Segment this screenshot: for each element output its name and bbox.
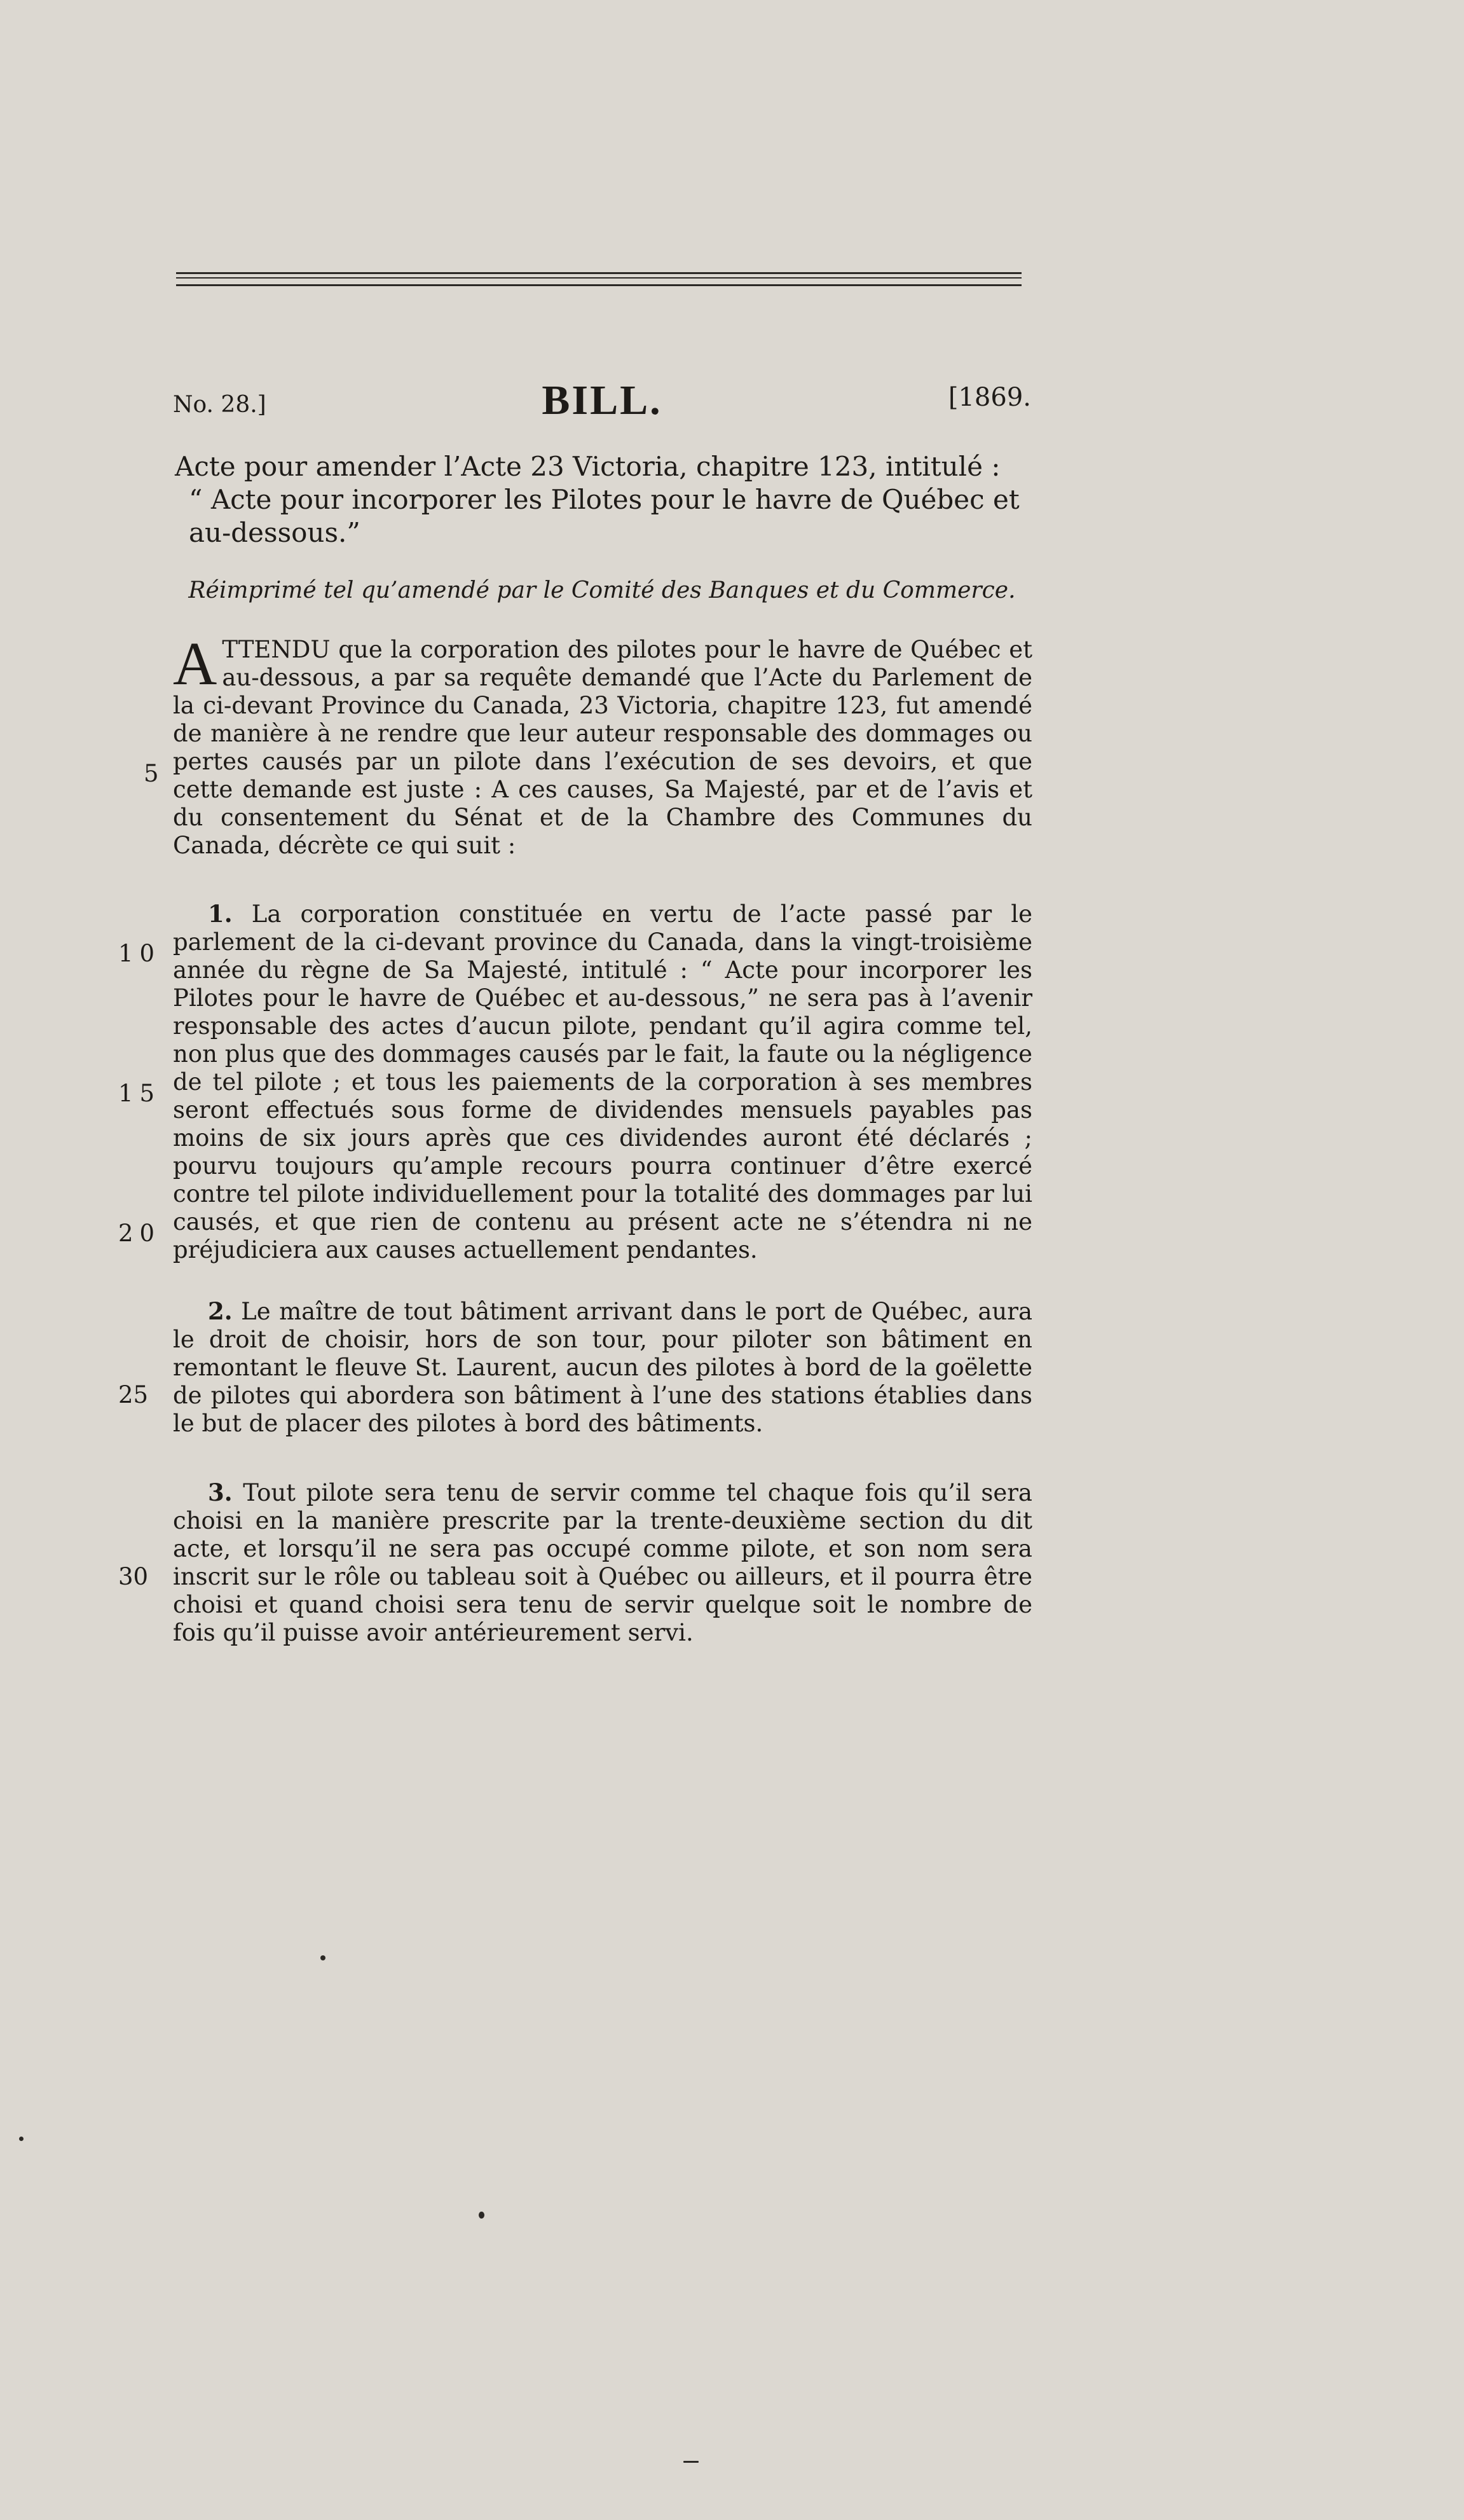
line-number-30: 30 bbox=[118, 1563, 149, 1590]
reprint-note: Réimprimé tel qu’amendé par le Comité des Banques et du Commerce. bbox=[188, 577, 1016, 603]
top-double-rule bbox=[176, 272, 1022, 286]
act-title-line-2: “ Acte pour incorporer les Pilotes pour le havre de Québec et au-dessous.” bbox=[189, 484, 1020, 548]
paper-speck bbox=[479, 2212, 484, 2219]
section-2 bbox=[173, 1297, 1032, 1438]
preamble-text: TTENDU que la corporation des pilotes pour le havre de Québec et au-dessous, a par sa requête demandé que l’Acte du Parlement de la ci-devant Province du Canada, 23 Victoria, chapitre 123, fut amendé de manière à ne rendre que leur auteur responsable des dommages ou pertes causés par un pilote dans l’exécution de ses devoirs, et que cette demande est juste : A ces causes, Sa Majesté, par et de l’avis et du consentement du Sénat et de la Chambre des Communes du Canada, décrète ce qui suit : bbox=[173, 636, 1032, 859]
section-3 bbox=[173, 1478, 1032, 1647]
paper-speck bbox=[683, 2461, 699, 2463]
section-3-number: 3. bbox=[208, 1478, 233, 1506]
bill-title: BILL. bbox=[542, 377, 662, 423]
bill-number: No. 28.] bbox=[173, 392, 266, 418]
preamble-dropcap: A bbox=[173, 630, 217, 698]
line-number-5: 5 bbox=[144, 760, 165, 787]
section-2-text: Le maître de tout bâtiment arrivant dans le port de Québec, aura le droit de choisir, hors de son tour, pour piloter son bâtiment en remontant le fleuve St. Laurent, aucun des pilotes à bord de la goëlette de pilotes qui abordera son bâtiment à l’une des stations établies dans le but de placer des pilotes à bord des bâtiments. bbox=[173, 1298, 1033, 1437]
bill-header bbox=[173, 376, 1031, 434]
line-number-25: 25 bbox=[118, 1381, 149, 1408]
section-1-text: La corporation constituée en vertu de l’acte passé par le parlement de la ci-devant province du Canada, dans la vingt-troisième année du règne de Sa Majesté, intitulé : “ Acte pour incorporer les Pilotes pour le havre de Québec et au-dessous,” ne sera pas à l’avenir responsable des actes d’aucun pilote, pendant qu’il agira comme tel, non plus que des dommages causés par le fait, la faute ou la négligence de tel pilote ; et tous les paiements de la corporation à ses membres seront effectués sous forme de dividendes mensuels payables pas moins de six jours après que ces dividendes auront été déclarés ; pourvu toujours qu’ample recours pourra continuer d’être exercé contre tel pilote individuellement pour la totalité des dommages par lui causés, et que rien de contenu au présent acte ne s’étendra ni ne préjudiciera aux causes actuellement pendantes. bbox=[173, 900, 1033, 1263]
bill-year: [1869. bbox=[948, 383, 1031, 412]
section-1-number: 1. bbox=[208, 900, 233, 928]
act-title bbox=[175, 450, 1030, 549]
paper-speck bbox=[320, 1955, 325, 1960]
section-1 bbox=[173, 900, 1032, 1264]
paper-speck bbox=[19, 2137, 24, 2141]
section-3-text: Tout pilote sera tenu de servir comme tel chaque fois qu’il sera choisi en la manière prescrite par la trente-deuxième section du dit acte, et lorsqu’il ne sera pas occupé comme pilote, et son nom sera inscrit sur le rôle ou tableau soit à Québec ou ailleurs, et il pourra être choisi et quand choisi sera tenu de servir quelque soit le nombre de fois qu’il puisse avoir antérieurement servi. bbox=[173, 1479, 1032, 1646]
line-number-20: 20 bbox=[118, 1220, 161, 1247]
section-2-number: 2. bbox=[208, 1297, 233, 1325]
preamble bbox=[173, 630, 1032, 860]
act-title-line-1: Acte pour amender l’Acte 23 Victoria, chapitre 123, intitulé : bbox=[175, 451, 1001, 482]
line-number-15: 15 bbox=[118, 1080, 161, 1107]
line-number-10: 10 bbox=[118, 940, 161, 967]
